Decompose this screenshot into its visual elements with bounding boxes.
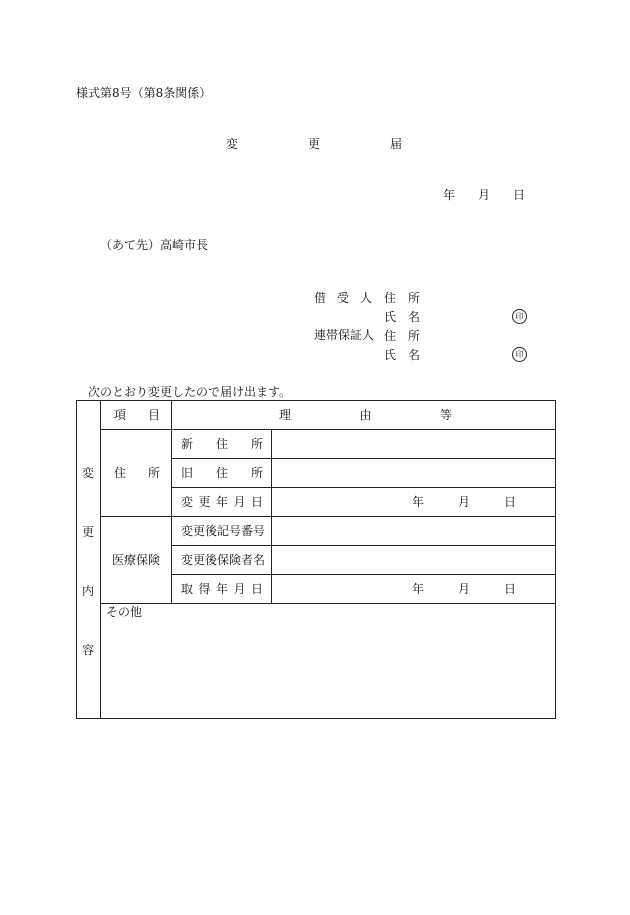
- date-month-label: 月: [457, 495, 470, 509]
- label-char: 住: [215, 466, 228, 480]
- side-label-char: 内: [82, 584, 95, 598]
- title-char: 届: [389, 136, 402, 151]
- label-char: 所: [147, 466, 160, 480]
- date-day-label: 日: [512, 187, 525, 202]
- label-char: 氏: [384, 309, 397, 324]
- side-label-char: 容: [82, 643, 95, 657]
- guarantor-role: 連帯保証人: [314, 328, 375, 342]
- header-char: 項: [114, 408, 127, 422]
- header-char: 目: [147, 408, 160, 422]
- new-address-label: [181, 429, 263, 458]
- role-char: 受: [336, 290, 349, 305]
- divider: [100, 603, 556, 604]
- divider: [171, 400, 172, 603]
- header-char: 由: [359, 408, 372, 422]
- address-group-label: [114, 458, 160, 487]
- header-reason: [279, 400, 452, 429]
- addressee: （あて先）高崎市長: [100, 238, 209, 252]
- change-date-label: [181, 487, 263, 516]
- divider: [100, 516, 556, 517]
- label-char: 日: [250, 495, 263, 509]
- date-year-label: 年: [412, 495, 425, 509]
- intro-text: 次のとおり変更したので届け出ます。: [88, 385, 292, 399]
- side-label-char: 変: [82, 466, 95, 480]
- insurance-group-label: 医療保険: [111, 553, 160, 567]
- label-char: 所: [250, 466, 263, 480]
- title-char: 変: [226, 136, 239, 151]
- date-year-label: 年: [443, 187, 456, 202]
- label-char: 所: [407, 290, 420, 305]
- label-char: 住: [215, 437, 228, 451]
- header-char: 等: [439, 408, 452, 422]
- other-label: その他: [106, 605, 143, 619]
- label-char: 月: [233, 495, 246, 509]
- header-char: 理: [279, 408, 292, 422]
- seal-icon: 印: [512, 347, 527, 362]
- date-day-label: 日: [503, 495, 516, 509]
- old-address-label: [181, 458, 263, 487]
- label-char: 所: [407, 328, 420, 343]
- date-day-label: 日: [503, 582, 516, 596]
- header-item: [114, 400, 160, 429]
- label-char: 日: [250, 582, 263, 596]
- acquisition-date-label: [181, 574, 263, 603]
- label-char: 住: [384, 290, 397, 305]
- date-year-label: 年: [412, 582, 425, 596]
- role-char: 人: [359, 290, 372, 305]
- new-symbol-number-label: 変更後記号番号: [181, 524, 266, 538]
- side-label-char: 更: [82, 525, 95, 539]
- label-char: 名: [407, 309, 420, 324]
- label-char: 住: [114, 466, 127, 480]
- label-char: 旧: [181, 466, 194, 480]
- divider: [100, 429, 556, 430]
- label-char: 月: [233, 582, 246, 596]
- label-char: 新: [181, 437, 194, 451]
- seal-icon: 印: [512, 309, 527, 324]
- date-month-label: 月: [477, 187, 490, 202]
- title-char: 更: [307, 136, 320, 151]
- label-char: 氏: [384, 347, 397, 362]
- role-char: 借: [314, 290, 327, 305]
- label-char: 名: [407, 347, 420, 362]
- change-date-fields: [412, 487, 516, 516]
- new-insurer-name-label: 変更後保険者名: [181, 553, 266, 567]
- label-char: 所: [250, 437, 263, 451]
- label-char: 取: [181, 582, 194, 596]
- label-char: 年: [215, 582, 228, 596]
- label-char: 更: [198, 495, 211, 509]
- label-char: 住: [384, 328, 397, 343]
- label-char: 得: [198, 582, 211, 596]
- label-char: 年: [215, 495, 228, 509]
- date-month-label: 月: [457, 582, 470, 596]
- acquisition-date-fields: [412, 574, 516, 603]
- label-char: 変: [181, 495, 194, 509]
- form-number: 様式第8号（第8条関係）: [76, 86, 212, 100]
